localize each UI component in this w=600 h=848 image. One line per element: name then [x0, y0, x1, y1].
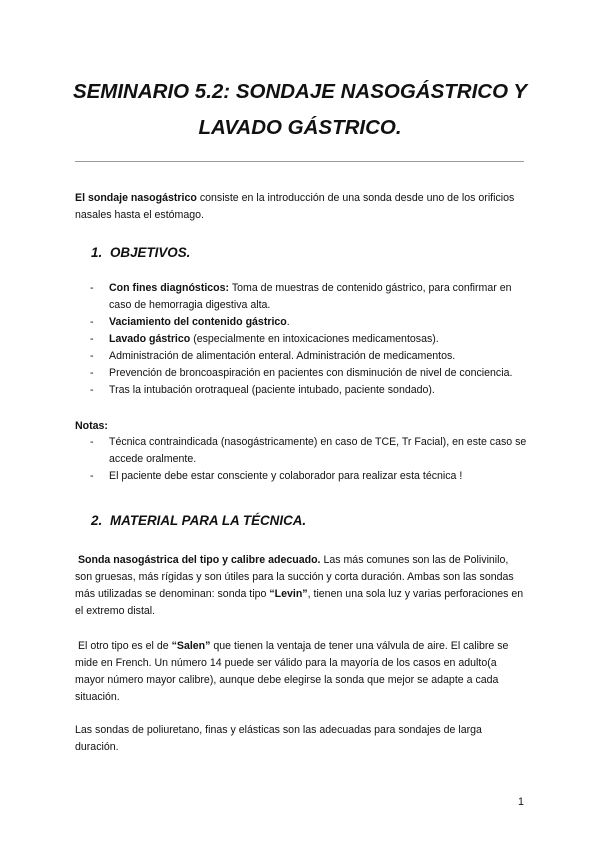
item-text: Tras la intubación orotraqueal (paciente intubado, paciente sondado).: [109, 384, 435, 396]
section-title: MATERIAL PARA LA TÉCNICA.: [110, 513, 307, 528]
section-number: 1.: [91, 245, 103, 260]
notes-label: Notas:: [75, 420, 108, 432]
page-title: [70, 74, 530, 146]
list-item: [90, 382, 530, 399]
paragraph-text: El otro tipo es el de: [77, 640, 172, 652]
paragraph-bold: “Salen”: [171, 640, 211, 652]
list-item: [90, 280, 530, 314]
list-item: [90, 468, 530, 485]
objetivos-list: [90, 280, 530, 399]
section-title: OBJETIVOS.: [110, 245, 191, 260]
item-bold: Lavado gástrico: [109, 333, 191, 345]
section-heading-objetivos: [91, 244, 190, 262]
bullet-dash: -: [90, 282, 94, 294]
item-text: Toma de muestras de contenido gástrico, para confirmar en caso de hemorragia digestiva alta.: [109, 282, 512, 311]
paragraph-bold: Sonda nasogástrica del tipo y calibre adecuado.: [77, 554, 321, 566]
list-item: [90, 434, 530, 468]
bullet-dash: -: [90, 436, 94, 448]
list-item: [90, 331, 530, 348]
title-divider: [75, 161, 524, 162]
item-text: Prevención de broncoaspiración en pacientes con disminución de nivel de conciencia.: [109, 367, 513, 379]
note-text: El paciente debe estar consciente y colaborador para realizar esta técnica !: [109, 470, 463, 482]
bullet-dash: -: [90, 333, 94, 345]
paragraph-text: Las más comunes son las de Polivinilo, son gruesas, más rígidas y son útiles para la succión y corta duración. Ambas son las sondas más utilizadas se denominan: sonda tipo: [75, 554, 514, 600]
title-line-1: SEMINARIO 5.2: SONDAJE NASOGÁSTRICO Y: [72, 80, 528, 103]
intro-text: consiste en la introducción de una sonda desde uno de los orificios nasales hasta el estómago.: [75, 192, 515, 221]
page-number: 1: [518, 796, 524, 808]
paragraph-text: que tienen la ventaja de tener una válvula de aire. El calibre se mide en French. Un número 14 puede ser válido para la mayoría de los casos en adulto(a mayor número mayor calibre), aunque debe elegirse la sonda que mejor se adapte a cada situación.: [75, 640, 509, 703]
bullet-dash: -: [90, 316, 94, 328]
paragraph-text: , tienen una sola luz y varias perforaciones en el extremo distal.: [75, 588, 524, 617]
item-text: Administración de alimentación enteral. Administración de medicamentos.: [109, 350, 456, 362]
item-text: .: [286, 316, 290, 328]
notes-list: [90, 434, 530, 485]
list-item: [90, 314, 530, 331]
material-paragraph-3: Las sondas de poliuretano, finas y elásticas son las adecuadas para sondajes de larga duración.: [75, 724, 482, 753]
bullet-dash: -: [90, 367, 94, 379]
note-text: Técnica contraindicada (nasogástricamente) en caso de TCE, Tr Facial), en este caso se accede oralmente.: [109, 436, 527, 465]
material-paragraph-2: [75, 638, 525, 706]
item-text: (especialmente en intoxicaciones medicamentosas).: [190, 333, 439, 345]
section-number: 2.: [91, 513, 103, 528]
paragraph-bold: “Levin”: [269, 588, 308, 600]
bullet-dash: -: [90, 470, 94, 482]
title-line-2: LAVADO GÁSTRICO.: [198, 116, 402, 139]
intro-paragraph: [75, 190, 525, 224]
material-paragraph-1: [75, 552, 525, 620]
item-bold: Con fines diagnósticos:: [109, 282, 230, 294]
intro-bold: El sondaje nasogástrico: [75, 192, 197, 204]
section-heading-material: [91, 512, 306, 530]
item-bold: Vaciamiento del contenido gástrico: [109, 316, 287, 328]
list-item: [90, 348, 530, 365]
bullet-dash: -: [90, 384, 94, 396]
bullet-dash: -: [90, 350, 94, 362]
list-item: [90, 365, 530, 382]
